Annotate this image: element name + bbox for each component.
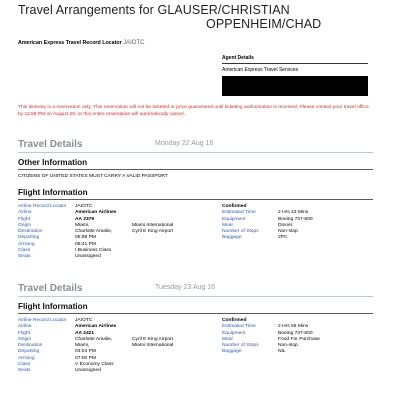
label-baggage: Baggage bbox=[222, 349, 242, 355]
value-destination-city: Charlotte Amalie, bbox=[75, 229, 113, 235]
label-origin: Origin bbox=[18, 336, 32, 342]
flight-details-grid bbox=[18, 318, 373, 378]
travel-date: Tuesday 23 Aug 16 bbox=[155, 284, 216, 291]
label-arriving: Arriving bbox=[18, 241, 35, 247]
flight-labels-right bbox=[222, 204, 259, 242]
flight-labels bbox=[18, 204, 66, 261]
page-title bbox=[18, 3, 348, 31]
flight-values bbox=[75, 318, 116, 375]
label-seats: Seats bbox=[18, 368, 31, 374]
value-seats: Unassigned bbox=[75, 254, 101, 260]
label-stops: Number of Stops bbox=[222, 229, 259, 235]
flight-values-right bbox=[278, 204, 313, 242]
redacted-block bbox=[222, 76, 368, 96]
value-flight: AA 2421 bbox=[75, 330, 95, 336]
record-locator-value: JAIOTC bbox=[123, 40, 145, 46]
value-airline: American Airlines bbox=[75, 324, 117, 330]
flight-details-grid bbox=[18, 204, 373, 264]
label-estimated-time: Estimated Time bbox=[222, 210, 256, 216]
label-airline: Airline bbox=[18, 324, 32, 330]
label-class: Class bbox=[18, 362, 31, 368]
flight-values-right bbox=[278, 318, 320, 356]
value-record-locator: JAIOTC bbox=[75, 318, 93, 323]
travel-details-header bbox=[18, 139, 373, 153]
label-record-locator: Airline Record Locator bbox=[18, 204, 67, 209]
other-information-text: CITIZENS OF UNITED STATES MUST CARRY A VALID PASSPORT bbox=[18, 174, 168, 179]
value-destination-airport: Miami International bbox=[132, 343, 174, 349]
value-class: I Business Class bbox=[75, 248, 112, 254]
label-airline: Airline bbox=[18, 210, 32, 216]
agent-details bbox=[222, 55, 368, 96]
value-origin-airport: Cyril E King Airport bbox=[132, 336, 174, 342]
value-baggage: NIL bbox=[278, 349, 286, 355]
travel-details-day1 bbox=[18, 139, 373, 264]
value-meal: Dinner bbox=[278, 222, 293, 228]
label-estimated-time: Estimated Time bbox=[222, 324, 256, 330]
flight-information-title: Flight Information bbox=[18, 302, 373, 314]
value-departing: 04:04 PM bbox=[75, 349, 96, 355]
label-departing: Departing bbox=[18, 235, 40, 241]
record-locator-label: American Express Travel Record Locator bbox=[18, 40, 122, 46]
travel-details-title: Travel Details bbox=[18, 283, 83, 294]
label-meal: Meal bbox=[222, 222, 233, 228]
value-arriving: 08:41 PM bbox=[75, 241, 96, 247]
value-seats: Unassigned bbox=[75, 368, 101, 374]
value-origin-city: Miami, bbox=[75, 222, 90, 228]
value-origin-airport: Miami International bbox=[132, 222, 174, 228]
travel-details-header bbox=[18, 283, 373, 297]
label-flight: Flight bbox=[18, 330, 30, 336]
value-class: V Economy Class bbox=[75, 362, 114, 368]
title-line-2: OPPENHEIM/CHAD bbox=[206, 17, 322, 31]
value-airline: American Airlines bbox=[75, 210, 117, 216]
value-baggage: 2PC bbox=[278, 235, 288, 241]
value-origin-city: Charlotte Amalie, bbox=[75, 336, 113, 342]
label-meal: Meal bbox=[222, 336, 233, 342]
label-seats: Seats bbox=[18, 254, 31, 260]
label-destination: Destination bbox=[18, 229, 43, 235]
reservation-notice: This itinerary is a reservation only. This reservation will not be ticketed or price guaranteed until ticketing authorization is received. Please contact your travel office by 11:59 PM on August 20, or this entire reservation will automatically cancel. bbox=[18, 105, 369, 117]
value-meal: Food For Purchase bbox=[278, 336, 320, 342]
agent-details-header: Agent Details bbox=[222, 55, 368, 64]
label-destination: Destination bbox=[18, 343, 43, 349]
value-destination-city: Miami, bbox=[75, 343, 90, 349]
flight-airports bbox=[132, 318, 173, 349]
value-equipment: Boeing 737-800 bbox=[278, 330, 313, 336]
value-record-locator: JAIOTC bbox=[75, 204, 93, 209]
flight-labels bbox=[18, 318, 66, 375]
travel-details-title: Travel Details bbox=[18, 139, 83, 150]
label-stops: Number of Stops bbox=[222, 343, 259, 349]
flight-values bbox=[75, 204, 116, 261]
status-confirmed: Confirmed bbox=[222, 204, 247, 209]
value-flight: AA 2379 bbox=[75, 216, 95, 222]
flight-labels-right bbox=[222, 318, 259, 356]
label-flight: Flight bbox=[18, 216, 30, 222]
value-stops: Non-stop bbox=[278, 229, 298, 235]
record-locator bbox=[18, 40, 144, 46]
status-confirmed: Confirmed bbox=[222, 318, 247, 323]
label-baggage: Baggage bbox=[222, 235, 242, 241]
flight-information-title: Flight Information bbox=[18, 188, 373, 200]
value-arriving: 07:00 PM bbox=[75, 355, 96, 361]
travel-date: Monday 22 Aug 16 bbox=[155, 140, 214, 147]
label-class: Class bbox=[18, 248, 31, 254]
title-line-1: Travel Arrangements for GLAUSER/CHRISTIAN bbox=[18, 3, 290, 17]
label-departing: Departing bbox=[18, 349, 40, 355]
value-stops: Non-stop bbox=[278, 343, 298, 349]
value-departing: 05:58 PM bbox=[75, 235, 96, 241]
value-estimated-time: 2 Hrs 43 Mins bbox=[278, 210, 309, 216]
agent-name: American Express Travel Services bbox=[222, 67, 299, 73]
other-information-title: Other Information bbox=[18, 158, 373, 170]
label-origin: Origin bbox=[18, 222, 32, 228]
label-arriving: Arriving bbox=[18, 355, 35, 361]
value-equipment: Boeing 737-800 bbox=[278, 216, 313, 222]
label-record-locator: Airline Record Locator bbox=[18, 318, 67, 323]
travel-details-day2 bbox=[18, 283, 373, 378]
value-destination-airport: Cyril E King Airport bbox=[132, 229, 174, 235]
value-estimated-time: 2 Hrs 56 Mins bbox=[278, 324, 309, 330]
flight-airports bbox=[132, 204, 173, 235]
label-equipment: Equipment bbox=[222, 216, 246, 222]
label-equipment: Equipment bbox=[222, 330, 246, 336]
